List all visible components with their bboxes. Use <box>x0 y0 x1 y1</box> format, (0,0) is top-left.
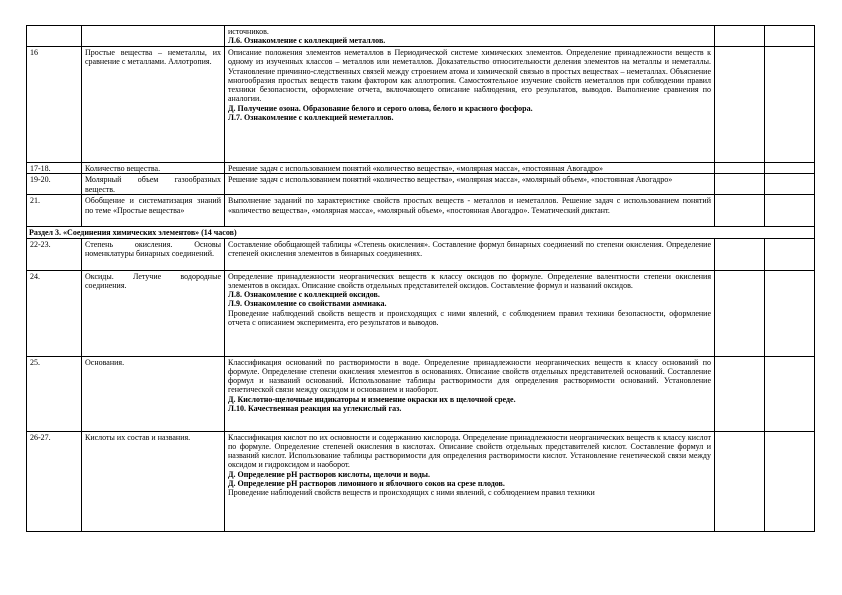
lesson-row <box>27 174 815 195</box>
date-cell <box>715 356 765 431</box>
curriculum-table-body <box>27 26 815 532</box>
date-cell <box>715 47 765 163</box>
notes-cell <box>765 195 815 227</box>
activity-text: Классификация кислот по их основности и содержанию кислорода. Определение принадлежности неорганических веществ к классу кислот по формуле. Определение степеней окисления в кислотах. Описание свойств отдельных представителей кислот. Составление формул и названий кислот. Использование таблицы растворимости для определения растворимости кислот. Установление генетической связи между оксидом и гидроксидом и наоборот. <box>228 432 711 470</box>
notes-cell <box>765 356 815 431</box>
activity-text: Решение задач с использованием понятий «количество вещества», «молярная масса», «постоянная Авогадро» <box>228 164 604 173</box>
activity-description <box>225 270 715 356</box>
date-cell <box>715 163 765 174</box>
activity-description <box>225 174 715 195</box>
lesson-number: 21. <box>27 195 82 227</box>
lesson-number: 19-20. <box>27 174 82 195</box>
demo-lab-line: Д. Определение pH растворов кислоты, щелочи и воды. <box>228 469 431 479</box>
notes-cell <box>765 26 815 47</box>
lesson-topic: Молярный объем газообразных веществ. <box>82 174 225 195</box>
lesson-topic: Количество вещества. <box>82 163 225 174</box>
activity-text: источников. <box>228 27 269 36</box>
lesson-number: 24. <box>27 270 82 356</box>
lesson-topic: Кислоты их состав и названия. <box>82 431 225 531</box>
demo-lab-line: Л.8. Ознакомление с коллекцией оксидов. <box>228 290 380 300</box>
lesson-topic: Оксиды. Летучие водородные соединения. <box>82 270 225 356</box>
lesson-number <box>27 26 82 47</box>
lesson-row <box>27 431 815 531</box>
demo-lab-line: Л.7. Ознакомление с коллекцией неметаллов. <box>228 113 394 123</box>
activity-text: Определение принадлежности неорганических веществ к классу оксидов по формуле. Определение валентности степени окисления элементов в оксидах. Описание свойств отдельных представителей оксидов. Составление формул и названий оксидов. <box>228 271 711 290</box>
activity-text: Составление обобщающей таблицы «Степень окисления». Составление формул бинарных соединений по степени окисления. Определение степеней окисления элементов в бинарных соединениях. <box>228 239 711 258</box>
demo-lab-line: Д. Определение pH растворов лимонного и яблочного соков на срезе плодов. <box>228 479 505 489</box>
notes-cell <box>765 238 815 270</box>
activity-text: Решение задач с использованием понятий «количество вещества», «молярная масса», «молярный объем», «постоянная Авогадро» <box>228 175 673 185</box>
activity-description <box>225 356 715 431</box>
notes-cell <box>765 270 815 356</box>
demo-lab-line: Л.6. Ознакомление с коллекцией металлов. <box>228 36 386 46</box>
lesson-row <box>27 47 815 163</box>
curriculum-table <box>26 25 815 532</box>
lesson-topic: Степень окисления. Основы номенклатуры бинарных соединений. <box>82 238 225 270</box>
demo-lab-line: Л.9. Ознакомление со свойствами аммиака. <box>228 299 387 309</box>
date-cell <box>715 26 765 47</box>
activity-text: Классификация оснований по растворимости в воде. Определение принадлежности неорганических веществ к классу оснований по формуле. Определение степени окисления элементов в основаниях. Описание свойств отдельных представителей оснований. Составление формул и названий оснований. Использование таблицы растворимости для определения растворимости оснований. Установление генетической связи между оксидом и основанием и наоборот. <box>228 357 711 395</box>
activity-description <box>225 163 715 174</box>
demo-lab-line: Д. Получение озона. Образование белого и серого олова, белого и красного фосфора. <box>228 103 533 113</box>
notes-cell <box>765 174 815 195</box>
lesson-topic <box>82 26 225 47</box>
lesson-topic: Основания. <box>82 356 225 431</box>
section-heading: Раздел 3. «Соединения химических элементов» (14 часов) <box>27 227 815 238</box>
date-cell <box>715 431 765 531</box>
activity-text: Проведение наблюдений свойств веществ и происходящих с ними явлений, с соблюдением правил техники <box>228 488 595 498</box>
activity-description <box>225 47 715 163</box>
notes-cell <box>765 47 815 163</box>
activity-description <box>225 26 715 47</box>
lesson-row <box>27 26 815 47</box>
lesson-row <box>27 163 815 174</box>
demo-lab-line: Д. Кислотно-щелочные индикаторы и изменение окраски их в щелочной среде. <box>228 394 516 404</box>
lesson-row <box>27 356 815 431</box>
activity-description <box>225 238 715 270</box>
notes-cell <box>765 431 815 531</box>
lesson-number: 26-27. <box>27 431 82 531</box>
lesson-row <box>27 238 815 270</box>
demo-lab-line: Л.10. Качественная реакция на углекислый газ. <box>228 404 402 414</box>
date-cell <box>715 174 765 195</box>
lesson-row <box>27 270 815 356</box>
date-cell <box>715 270 765 356</box>
activity-text: Проведение наблюдений свойств веществ и происходящих с ними явлений, с соблюдением правил техники безопасности, оформление отчета с описанием эксперимента, его результатов и выводов. <box>228 308 711 328</box>
section-row <box>27 227 815 238</box>
lesson-number: 16 <box>27 47 82 163</box>
lesson-topic: Простые вещества – неметаллы, их сравнение с металлами. Аллотропия. <box>82 47 225 163</box>
date-cell <box>715 195 765 227</box>
activity-text: Описание положения элементов неметаллов в Периодической системе химических элементов. Определение принадлежности веществ к одному из изученных классов – металлов или неметаллов. Доказательство относительности деления элементов на металлы и неметаллы. Установление причинно-следственных связей между строением атома и химической связью в простых веществах – неметаллах. Объяснение многообразия простых веществ таким фактором как аллотропия. Самостоятельное изучение свойств неметаллов при соблюдении правил техники безопасности, оформление отчета, включающего описание наблюдения, его результатов, выводов. Выполнение сравнения по аналогии. <box>228 48 711 104</box>
activity-description <box>225 431 715 531</box>
notes-cell <box>765 163 815 174</box>
lesson-number: 25. <box>27 356 82 431</box>
lesson-topic: Обобщение и систематизация знаний по теме «Простые вещества» <box>82 195 225 227</box>
lesson-number: 22-23. <box>27 238 82 270</box>
activity-text: Выполнение заданий по характеристике свойств простых веществ - металлов и неметаллов. Решение задач с использованием понятий «количество вещества», «молярная масса», «молярный объем», «постоянная Авогадро». Тематический диктант. <box>228 196 711 215</box>
activity-description <box>225 195 715 227</box>
lesson-row <box>27 195 815 227</box>
lesson-number: 17-18. <box>27 163 82 174</box>
date-cell <box>715 238 765 270</box>
